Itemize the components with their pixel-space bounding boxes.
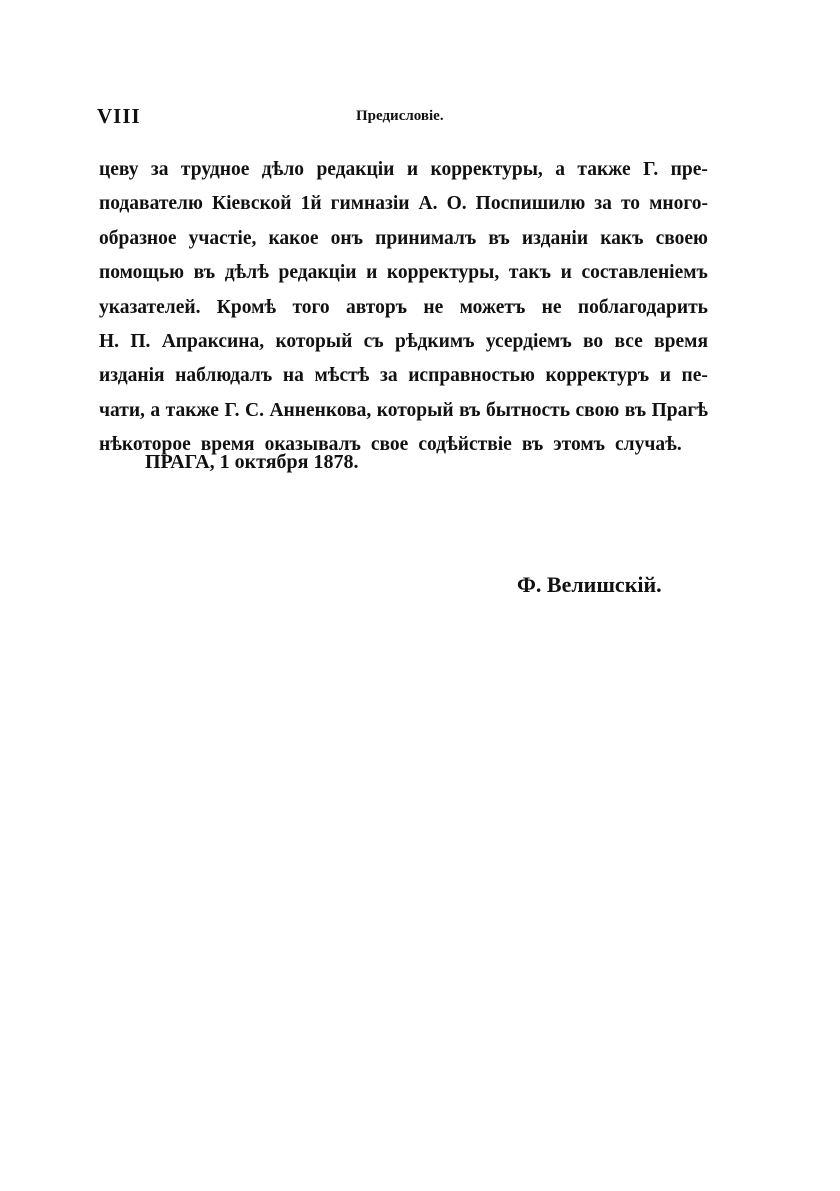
word: какое	[268, 227, 319, 249]
word: изданія	[99, 365, 165, 387]
word: П.	[130, 330, 151, 352]
word: съ	[363, 330, 384, 352]
word: много-	[649, 193, 708, 215]
word: то	[620, 193, 641, 215]
word: а	[555, 159, 565, 180]
word: того	[292, 296, 330, 318]
word: Г.	[643, 159, 659, 180]
word: указателей.	[99, 296, 201, 318]
word: дѣло	[261, 159, 305, 180]
text-line	[99, 291, 708, 325]
word: въ	[521, 434, 544, 456]
word: какъ	[600, 227, 644, 249]
word: время	[200, 434, 255, 456]
word: случаѣ.	[615, 434, 682, 456]
word: 1й	[300, 193, 322, 215]
word: не	[423, 296, 444, 318]
page-number: VIII	[97, 104, 141, 128]
word: Апраксина,	[161, 330, 265, 352]
word: помощью	[99, 262, 185, 284]
word: содѣйствіе	[418, 434, 512, 456]
word: такъ	[508, 262, 552, 284]
word: составленіемъ	[581, 262, 708, 284]
word: наблюдалъ	[175, 365, 273, 387]
word: онъ	[330, 227, 363, 249]
word: редакціи	[278, 262, 357, 284]
word: цеву	[99, 159, 139, 180]
word: который	[376, 399, 454, 421]
word: О.	[446, 193, 467, 215]
word: трудное	[180, 159, 250, 180]
word: своею	[655, 227, 708, 249]
word: чати,	[99, 399, 145, 421]
word: все	[614, 330, 643, 352]
word: за	[150, 159, 169, 180]
place-and-date: ПРАГА, 1 октября 1878.	[145, 451, 359, 473]
word: этомъ	[553, 434, 606, 456]
word: усердіемъ	[485, 330, 572, 352]
word: въ	[459, 399, 481, 421]
word: и	[560, 262, 572, 284]
word: авторъ	[345, 296, 408, 318]
word: свою	[575, 399, 620, 421]
word: въ	[488, 227, 510, 249]
word: исправностью	[408, 365, 535, 387]
word: подавателю	[99, 193, 203, 215]
word: оказывалъ	[264, 434, 361, 456]
word: Кіевской	[211, 193, 292, 215]
word: пе-	[681, 365, 708, 387]
word: можетъ	[459, 296, 526, 318]
word: во	[583, 330, 604, 352]
word: корректуры,	[430, 159, 543, 180]
word: въ	[624, 399, 647, 421]
word: и	[366, 262, 378, 284]
word: въ	[193, 262, 216, 284]
word: Анненкова,	[269, 399, 372, 421]
text-line	[99, 222, 708, 256]
word: Прагѣ	[651, 399, 708, 421]
body-text	[99, 153, 708, 463]
word: редакціи	[316, 159, 395, 180]
text-line	[99, 187, 708, 221]
word: А.	[418, 193, 438, 215]
word: гимназіи	[330, 193, 410, 215]
word: Н.	[99, 330, 120, 352]
word: пре-	[670, 159, 708, 180]
word: также	[165, 399, 219, 421]
word: образное	[99, 227, 177, 249]
text-line	[99, 359, 708, 393]
word: на	[282, 365, 304, 387]
word: время	[654, 330, 708, 352]
word: и	[406, 159, 419, 180]
word: не	[541, 296, 562, 318]
word: рѣдкимъ	[394, 330, 475, 352]
word: дѣлѣ	[224, 262, 269, 284]
word: мѣстѣ	[314, 365, 370, 387]
word: за	[594, 193, 612, 215]
word: принималъ	[375, 227, 477, 249]
word: С.	[245, 399, 264, 421]
word: за	[379, 365, 398, 387]
word: а	[150, 399, 161, 421]
word: корректуръ	[545, 365, 650, 387]
text-line	[99, 325, 708, 359]
word: и	[659, 365, 671, 387]
word: корректуры,	[386, 262, 500, 284]
word: участіе,	[188, 227, 257, 249]
word: Г.	[224, 399, 240, 421]
word: который	[275, 330, 353, 352]
word: также	[577, 159, 631, 180]
text-line	[99, 256, 708, 290]
word: бытность	[485, 399, 571, 421]
word: изданіи	[521, 227, 589, 249]
text-line	[99, 394, 708, 428]
word: поблагодарить	[577, 296, 708, 318]
text-line	[99, 153, 708, 187]
author-signature: Ф. Велишскій.	[517, 572, 662, 597]
word: свое	[370, 434, 409, 456]
running-title: Предисловіе.	[356, 108, 444, 124]
word: Поспишилю	[475, 193, 586, 215]
word: нѣкоторое	[99, 434, 191, 456]
word: Кромѣ	[216, 296, 277, 318]
